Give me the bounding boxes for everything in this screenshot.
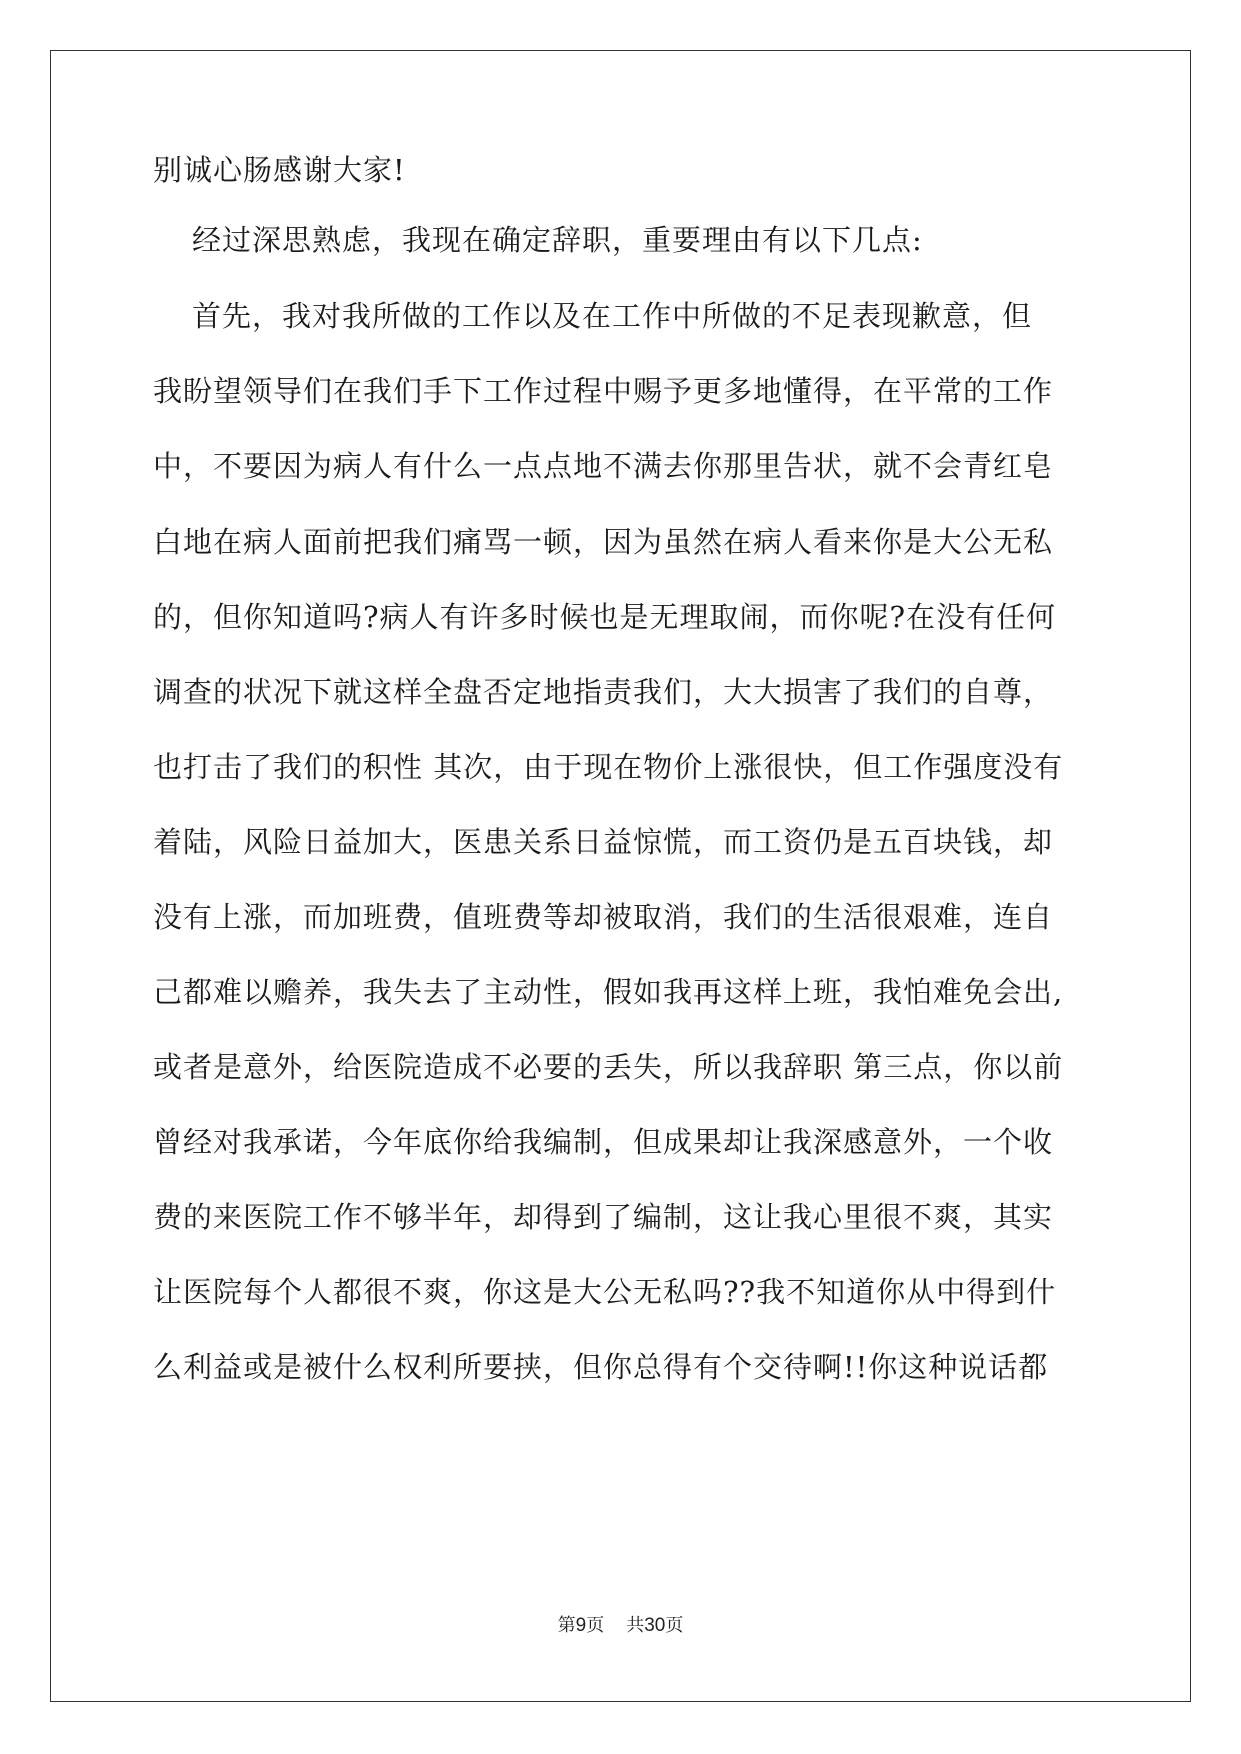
text-line: 别诚心肠感谢大家! <box>153 153 406 187</box>
page-footer <box>0 1614 1241 1638</box>
text-line: 让医院每个人都很不爽，你这是大公无私吗??我不知道你从中得到什 <box>153 1275 1057 1309</box>
page-number: 9 <box>575 1615 587 1636</box>
text-line: 我盼望领导们在我们手下工作过程中赐予更多地懂得，在平常的工作 <box>153 374 1054 408</box>
text-line: 中，不要因为病人有什么一点点地不满去你那里告状，就不会青红皂 <box>153 449 1054 483</box>
text-line: 费的来医院工作不够半年，却得到了编制，这让我心里很不爽，其实 <box>153 1200 1054 1234</box>
text-line: 调查的状况下就这样全盘否定地指责我们，大大损害了我们的自尊， <box>153 675 1054 709</box>
total-label-prefix: 共 <box>626 1615 645 1636</box>
text-line: 己都难以赡养，我失去了主动性，假如我再这样上班，我怕难免会出, <box>153 975 1064 1009</box>
text-line: 经过深思熟虑，我现在确定辞职，重要理由有以下几点: <box>192 223 923 257</box>
text-line: 着陆，风险日益加大，医患关系日益惊慌，而工资仍是五百块钱，却 <box>153 825 1054 859</box>
text-line: 没有上涨，而加班费，值班费等却被取消，我们的生活很艰难，连自 <box>153 900 1054 934</box>
text-line: 也打击了我们的积性 其次，由于现在物价上涨很快，但工作强度没有 <box>153 750 1064 784</box>
text-line: 的，但你知道吗?病人有许多时候也是无理取闹，而你呢?在没有任何 <box>153 600 1057 634</box>
text-line: 曾经对我承诺，今年底你给我编制，但成果却让我深感意外，一个收 <box>153 1125 1054 1159</box>
page-label-prefix: 第 <box>557 1615 576 1636</box>
text-line: 或者是意外，给医院造成不必要的丢失，所以我辞职 第三点，你以前 <box>153 1050 1064 1084</box>
page-label-suffix: 页 <box>586 1615 605 1636</box>
text-line: 首先，我对我所做的工作以及在工作中所做的不足表现歉意，但 <box>192 299 1033 333</box>
total-pages: 30 <box>644 1615 666 1636</box>
total-label-suffix: 页 <box>665 1615 684 1636</box>
text-line: 么利益或是被什么权利所要挟，但你总得有个交待啊!!你这种说话都 <box>153 1350 1049 1384</box>
text-line: 白地在病人面前把我们痛骂一顿，因为虽然在病人看来你是大公无私 <box>153 525 1054 559</box>
